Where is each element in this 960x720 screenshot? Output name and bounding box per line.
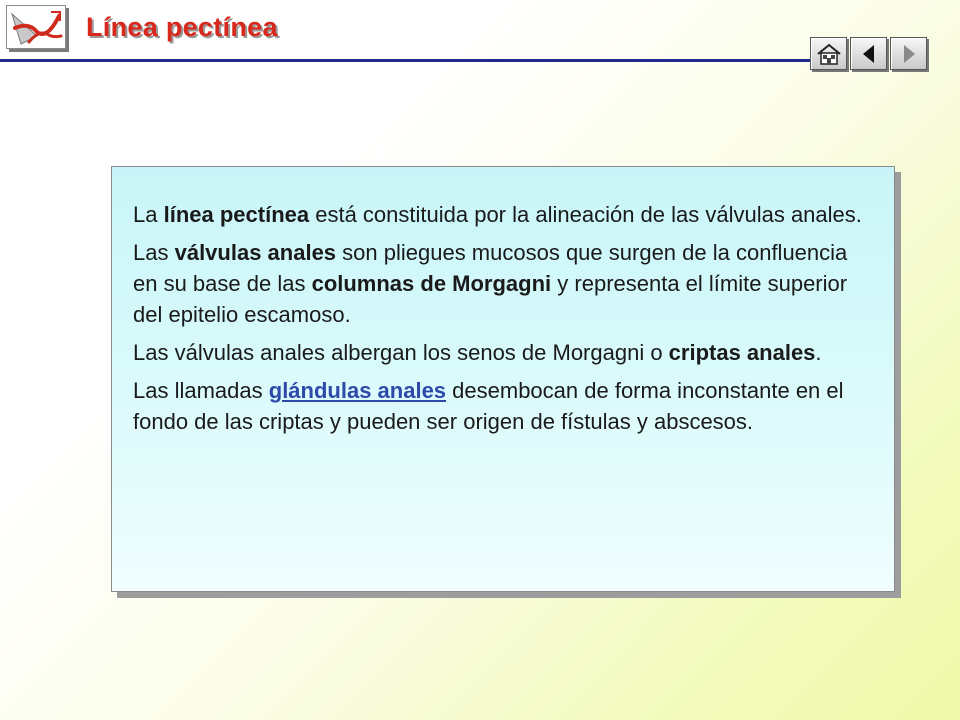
term-columnas-morgagni: columnas de Morgagni	[311, 271, 552, 296]
title-divider	[0, 59, 812, 62]
paragraph-glandulas: Las llamadas glándulas anales desembocan de forma inconstante en el fondo de las criptas y pueden ser origen de fístulas y abscesos.	[133, 378, 844, 434]
paragraph-valvulas: Las válvulas anales son pliegues mucosos que surgen de la confluencia en su base de las columnas de Morgagni y representa el límite superior del epitelio escamoso.	[133, 240, 848, 327]
slide-navigation	[810, 37, 930, 70]
term-criptas-anales: criptas anales	[668, 340, 816, 365]
logo-icon	[7, 6, 65, 48]
page-title: Línea pectínea	[86, 12, 278, 42]
term-valvulas-anales: válvulas anales	[174, 240, 337, 265]
previous-button[interactable]	[850, 37, 887, 70]
app-logo	[6, 5, 66, 49]
next-button[interactable]	[890, 37, 927, 70]
triangle-left-icon	[861, 44, 877, 64]
paragraph-definition: La línea pectínea está constituida por la alineación de las válvulas anales.	[133, 202, 862, 227]
home-icon	[816, 43, 842, 65]
home-button[interactable]	[810, 37, 847, 70]
link-glandulas-anales[interactable]: glándulas anales	[268, 378, 447, 403]
triangle-right-icon	[901, 44, 917, 64]
term-linea-pectinea: línea pectínea	[163, 202, 310, 227]
content-panel	[111, 166, 895, 592]
paragraph-criptas: Las válvulas anales albergan los senos de Morgagni o criptas anales.	[133, 340, 822, 365]
